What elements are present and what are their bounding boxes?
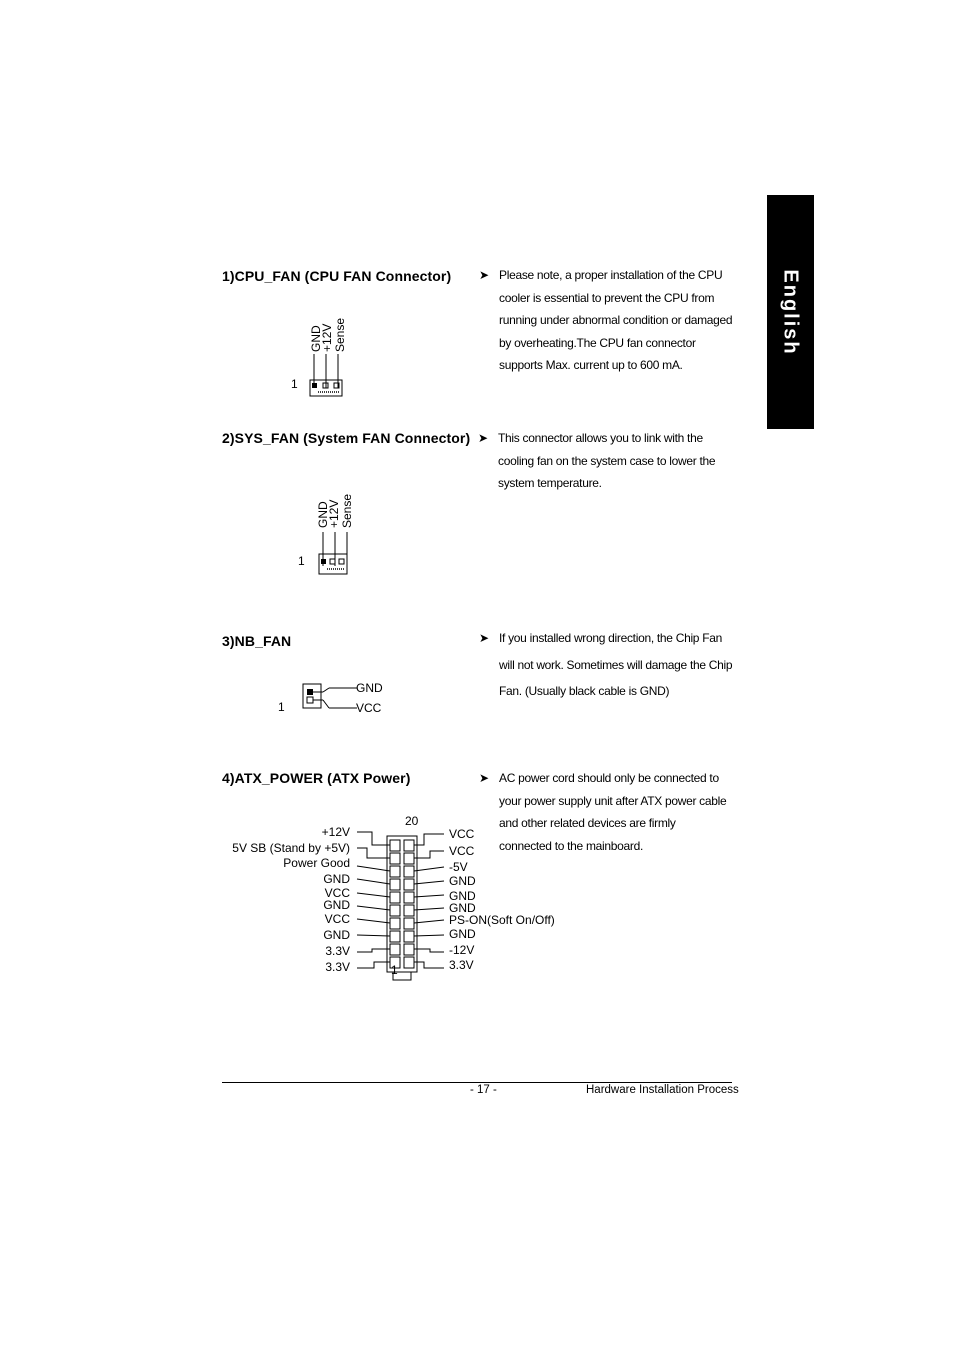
atx-right-pin-label: -5V (449, 860, 468, 874)
nb-fan-header-icon (301, 680, 359, 714)
nb-fan-heading: 3)NB_FAN (222, 633, 292, 649)
note-line: AC power cord should only be connected to (499, 771, 719, 785)
note-line: and other related devices are firmly (499, 816, 676, 830)
atx-right-pin-label: VCC (449, 827, 475, 841)
atx-left-pin-label: 3.3V (325, 960, 350, 974)
nb-fan-note (479, 625, 739, 705)
sys-fan-heading: 2)SYS_FAN (System FAN Connector) (222, 430, 471, 446)
cpu-fan-note (479, 264, 739, 377)
arrow-bullet-icon: ➤ (479, 771, 489, 785)
note-line: cooling fan on the system case to lower the (498, 453, 716, 468)
atx-pin1-label: 1 (391, 963, 398, 977)
atx-right-pin-label: GND (449, 889, 476, 903)
note-line: cooler is essential to prevent the CPU from (499, 290, 715, 305)
atx-power-heading: 4)ATX_POWER (ATX Power) (222, 770, 411, 786)
nb-fan-pin1-label: 1 (278, 700, 285, 714)
atx-left-pin-label: VCC (324, 912, 350, 926)
cpu-fan-pin-label: Sense (333, 317, 347, 352)
atx-left-pin-label: 3.3V (325, 944, 350, 958)
page-number: - 17 - (470, 1084, 497, 1096)
atx-left-pin-label: 5V SB (Stand by +5V) (232, 841, 350, 855)
sys-fan-connector-diagram (295, 488, 365, 580)
atx-power-note (479, 767, 739, 857)
atx-left-pin-label: GND (323, 898, 350, 912)
arrow-bullet-icon: ➤ (478, 431, 488, 445)
cpu-fan-pin-label: +12V (320, 323, 334, 352)
cpu-fan-connector-diagram (288, 312, 358, 402)
footer-title: Hardware Installation Process (586, 1084, 739, 1096)
note-line: supports Max. current up to 600 mA. (499, 358, 683, 372)
nb-fan-pin-label: GND (356, 681, 383, 695)
note-line: system temperature. (498, 476, 602, 490)
atx-left-pin-label: GND (323, 928, 350, 942)
cpu-fan-pin1-label: 1 (291, 377, 298, 391)
nb-fan-connector-diagram (275, 678, 395, 718)
atx-right-pin-label: PS-ON(Soft On/Off) (449, 913, 555, 927)
atx-connector-icon (352, 822, 462, 982)
atx-right-pin-label: GND (449, 927, 476, 941)
note-line: This connector allows you to link with the (498, 431, 703, 445)
sys-fan-pin-label: Sense (340, 493, 354, 528)
note-line: connected to the mainboard. (499, 838, 644, 853)
note-line: Fan. (Usually black cable is GND) (499, 684, 670, 698)
arrow-bullet-icon: ➤ (479, 631, 489, 645)
atx-left-pin-label: VCC (324, 886, 350, 900)
arrow-bullet-icon: ➤ (479, 268, 489, 282)
footer-divider (222, 1082, 732, 1083)
cpu-fan-pin-label: GND (309, 325, 323, 352)
sys-fan-pin-label: GND (316, 501, 330, 528)
atx-right-pin-label: -12V (449, 943, 475, 957)
note-line: running under abnormal condition or damaged (499, 313, 733, 327)
note-line: Please note, a proper installation of the CPU (499, 268, 723, 282)
atx-right-pin-label: GND (449, 874, 476, 888)
sys-fan-pin1-label: 1 (298, 554, 305, 568)
note-line: will not work. Sometimes will damage the Chip (499, 657, 733, 672)
note-line: your power supply unit after ATX power cable (499, 793, 727, 808)
cpu-fan-heading: 1)CPU_FAN (CPU FAN Connector) (222, 268, 452, 284)
nb-fan-pin-label: VCC (356, 701, 382, 715)
language-tab (767, 195, 814, 429)
sys-fan-note (478, 427, 738, 495)
atx-right-pin-label: 3.3V (449, 958, 474, 972)
atx-left-pin-label: +12V (321, 825, 350, 839)
atx-right-pin-label: GND (449, 901, 476, 915)
atx-pin20-label: 20 (405, 814, 419, 828)
note-line: by overheating.The CPU fan connector (499, 335, 696, 350)
atx-left-pin-label: GND (323, 872, 350, 886)
sys-fan-pin-label: +12V (327, 499, 341, 528)
sys-fan-header-icon (315, 530, 355, 578)
note-line: If you installed wrong direction, the Chip Fan (499, 631, 722, 645)
atx-right-pin-label: VCC (449, 844, 475, 858)
language-tab-label: English (780, 268, 803, 356)
cpu-fan-header-icon (306, 352, 346, 400)
atx-left-pin-label: Power Good (283, 856, 350, 870)
